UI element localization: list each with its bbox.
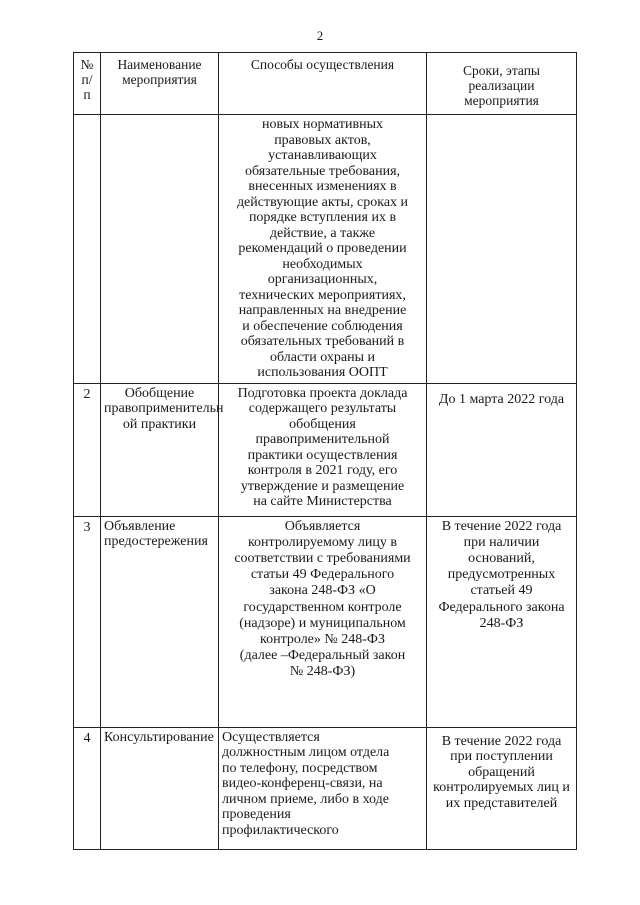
term-line: В течение 2022 года bbox=[441, 518, 562, 534]
term-line: Федерального закона bbox=[438, 599, 565, 615]
method-line: новых нормативных bbox=[261, 117, 384, 132]
term-line: предусмотренных bbox=[447, 567, 556, 583]
row-name-cell bbox=[101, 727, 219, 849]
method-line: обязательных требований в bbox=[240, 334, 405, 349]
row-name-cell bbox=[101, 383, 224, 516]
method-line: Объявляется bbox=[284, 518, 361, 534]
method-line: технических мероприятиях, bbox=[239, 287, 406, 303]
method-line: видео-конференц-связи, на bbox=[222, 776, 383, 791]
name-line: правоприменительн bbox=[104, 401, 224, 416]
method-line: рекомендаций о проведении bbox=[238, 241, 407, 256]
table-row bbox=[74, 727, 577, 849]
term-line: 248-ФЗ bbox=[479, 615, 524, 631]
term-line: В течение 2022 года bbox=[441, 733, 562, 749]
row-method-cell bbox=[219, 383, 427, 516]
method-line: Подготовка проекта доклада bbox=[237, 385, 408, 401]
table-header-row bbox=[74, 53, 577, 115]
row-term-cell bbox=[427, 727, 577, 849]
header-num-line: п bbox=[83, 87, 91, 102]
method-line: Осуществляется bbox=[222, 729, 320, 745]
method-line: должностным лицом отдела bbox=[222, 745, 390, 760]
row-term-cell bbox=[427, 383, 577, 516]
method-line: (надзоре) и муниципальном bbox=[239, 615, 406, 631]
header-name bbox=[101, 53, 219, 115]
table-row bbox=[74, 516, 577, 727]
method-line: и обеспечение соблюдения bbox=[242, 318, 403, 334]
events-table bbox=[73, 52, 577, 850]
row-num-cell bbox=[74, 727, 101, 849]
method-line: использования ООПТ bbox=[257, 365, 388, 380]
method-line: внесенных изменениях в bbox=[248, 179, 397, 194]
row-num bbox=[74, 115, 100, 120]
name-line: ой практики bbox=[122, 416, 197, 432]
table-row bbox=[74, 383, 577, 516]
method-line: правоприменительной bbox=[255, 432, 390, 447]
term-line: оснований, bbox=[468, 550, 535, 566]
row-term-cell bbox=[427, 115, 577, 384]
method-line: правовых актов, bbox=[274, 132, 371, 148]
term-line: при наличии bbox=[463, 534, 540, 550]
header-term-line: Сроки, этапы bbox=[462, 63, 540, 78]
header-method bbox=[219, 53, 427, 115]
method-line: порядке вступления их в bbox=[248, 210, 397, 225]
page-number: 2 bbox=[316, 28, 324, 43]
method-line: личном приеме, либо в ходе bbox=[222, 791, 389, 807]
name-line: предостережения bbox=[104, 534, 208, 549]
row-num-cell bbox=[74, 115, 101, 384]
header-num bbox=[74, 53, 101, 115]
method-line: утверждение и размещение bbox=[240, 478, 405, 494]
method-line: по телефону, посредством bbox=[222, 760, 378, 776]
term-line: контролируемых лиц и bbox=[433, 780, 570, 795]
method-line: (далее –Федеральный закон bbox=[239, 648, 406, 664]
method-line: контролируемому лицу в bbox=[247, 534, 398, 550]
row-term-cell bbox=[427, 516, 577, 727]
row-method-cell bbox=[219, 516, 427, 727]
method-line: контроля в 2021 году, его bbox=[247, 463, 398, 478]
method-line: действующие акты, сроках и bbox=[236, 194, 409, 210]
method-line: № 248-ФЗ) bbox=[289, 664, 356, 680]
term-line: их представителей bbox=[445, 795, 558, 811]
method-line: направленных на внедрение bbox=[238, 303, 407, 318]
row-num: 2 bbox=[83, 386, 91, 402]
term-line: при поступлении bbox=[450, 749, 553, 764]
method-line: области охраны и bbox=[269, 349, 376, 365]
term-line: статьей 49 bbox=[470, 583, 533, 599]
header-name-line: Наименование bbox=[117, 57, 202, 72]
name-line: Объявление bbox=[104, 518, 176, 534]
name-line: Обобщение bbox=[124, 385, 195, 401]
header-term-line: реализации bbox=[468, 78, 535, 93]
term-line: До 1 марта 2022 года bbox=[438, 391, 565, 407]
header-num-line: п/ bbox=[81, 72, 93, 87]
row-num: 3 bbox=[83, 519, 91, 535]
header-method-line: Способы осуществления bbox=[250, 57, 395, 72]
method-line: устанавливающих bbox=[268, 148, 377, 163]
method-line: практики осуществления bbox=[247, 447, 398, 463]
header-name-line: мероприятия bbox=[122, 72, 197, 87]
name-line: Консультирование bbox=[104, 729, 214, 745]
method-line: проведения bbox=[222, 807, 291, 822]
method-line: профилактического bbox=[222, 822, 339, 838]
method-line: содержащего результаты bbox=[248, 401, 397, 416]
table-row bbox=[74, 115, 577, 384]
method-line: действие, а также bbox=[269, 225, 376, 241]
method-line: обобщения bbox=[289, 416, 356, 432]
method-line: закона 248-ФЗ «О bbox=[269, 583, 376, 599]
header-term bbox=[427, 53, 577, 115]
row-num-cell bbox=[74, 516, 101, 727]
row-num: 4 bbox=[83, 730, 91, 746]
header-num-line: № bbox=[80, 57, 94, 72]
header-term-line: мероприятия bbox=[464, 93, 539, 108]
method-line: соответствии с требованиями bbox=[234, 550, 411, 566]
row-name-cell bbox=[101, 516, 219, 727]
method-line: контроле» № 248-ФЗ bbox=[260, 631, 385, 647]
method-line: статьи 49 Федерального bbox=[250, 567, 395, 583]
method-line: государственном контроле bbox=[243, 599, 402, 615]
row-method-cell bbox=[219, 727, 427, 849]
row-method-cell bbox=[219, 115, 427, 384]
method-line: на сайте Министерства bbox=[253, 494, 392, 509]
row-num-cell bbox=[74, 383, 101, 516]
term-line: обращений bbox=[468, 764, 535, 780]
method-line: обязательные требования, bbox=[244, 163, 401, 179]
method-line: необходимых bbox=[282, 256, 363, 272]
row-name-cell bbox=[101, 115, 219, 384]
method-line: организационных, bbox=[267, 272, 378, 287]
